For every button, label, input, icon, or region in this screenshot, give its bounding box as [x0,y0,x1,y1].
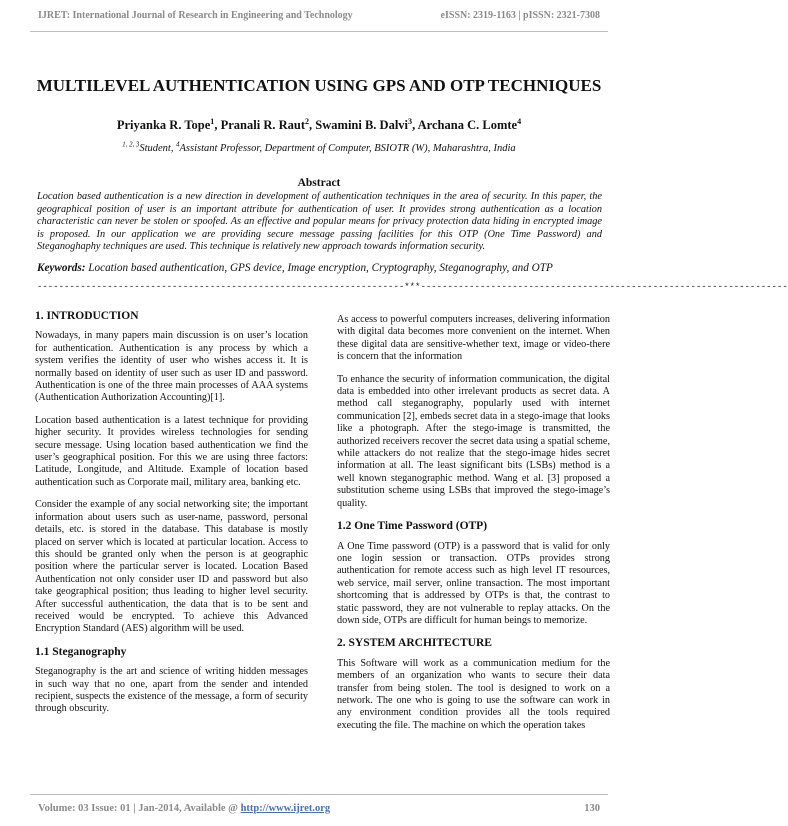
author-list: Priyanka R. Tope$^1$, Pranali R. Raut$^2$, Swamini B. Dalvi$^3$, Archana C. Lomte$^4$ [116,116,522,132]
author-mark: 3 [408,116,413,126]
paragraph: Location based authentication is a latest technique for providing higher security. It provides wireless technologies for sending secure message. Using location based authentication we find the user’s geographical position. For this we are using three factors: Latitude, Longitude, and Altitude. Example of location based authentication such as Corporate mail, military area, banking etc. [35,414,308,488]
author-name: Swamini B. Dalvi [315,118,409,132]
author-mark: 2 [304,116,310,126]
paragraph: To enhance the security of information communication, the digital data is embedded into other irrelevant products as secret data. A method call steganography, popularly used with internet communication [2], embeds secret data in a stego-image that looks like a photograph. After the stego-image is transmitted, the authorized receivers recover the secret data using a spatial scheme, while attackers do not realize that the stego-image hides secret information at all. The least significant bits (LSBs) method is a well known steganographic method. Wang et al. [3] proposed a substitution scheme using LSBs that improved the stego-image’s quality. [337,373,610,509]
keywords [37,262,602,274]
footer-rule [30,794,608,795]
keywords-label: Keywords: [37,262,86,274]
author-mark: 4 [517,116,522,126]
abstract-text: Location based authentication is a new direction in development of authentication techniques in the area of security. In this paper, the geographical position of user is an important attribute for authentication of user. It provides strong authentication as a location characteristic can never be stolen or spoofed. As an effective and popular means for privacy protection data hiding in encrypted image is proposed. In our application we are providing secure message passing facilities for this OTP (One Time Password) and Steganoghaphy techniques are used. This technique is relatively new approach towards information security. [37,191,602,253]
keywords-text: Location based authentication, GPS device, Image encryption, Cryptography, Steganography, and OTP [85,262,553,274]
author-mark: 1 [210,116,215,126]
affiliation-mark: 1, 2, 3 [122,141,140,149]
section-heading-introduction: 1. INTRODUCTION [35,310,139,322]
author-name: Archana C. Lomte [417,118,518,132]
paragraph: Steganography is the art and science of writing hidden messages in such way that no one, apart from the sender and intended recipient, suspects the existence of the message, a form of security through obscurity. [35,666,308,715]
abstract-heading: Abstract [297,177,341,189]
issn: eISSN: 2319-1163 | pISSN: 2321-7308 [440,10,600,21]
paragraph: Nowadays, in many papers main discussion is on user’s location for authentication. Authentication is any process by which a system verifies the identity of user who wishes access it. It is normally based on identity of user such as user ID and password. Authentication is one of the three main processes of AAA systems (Authentication Authorization Accounting)[1]. [35,330,308,404]
volume-info: Volume: 03 Issue: 01 | Jan-2014, Available @ http://www.ijret.org [38,803,331,814]
paragraph: This Software will work as a communication medium for the members of an organization who wants to secure their data transfer from being stolen. The tool is designed to work on a network. The one who is going to use the software can work in any environment condition provides all the tools required executing the file. The machine on which the operation takes [337,657,610,731]
author-name: Priyanka R. Tope [116,118,211,132]
running-footer [38,803,600,814]
journal-name: IJRET: International Journal of Research in Engineering and Technology [38,10,353,21]
author-name: Pranali R. Raut [220,118,305,132]
affiliation-mark: 4 [176,141,180,149]
paragraph: Consider the example of any social networking site; the important information about users such as user-name, password, personal details, etc. is stored in the database. This database is mostly placed on server which is located at particular location. Access to this should be granted only when the person is at geographic position where the particular server is located. Location Based Authentication not only consider user ID and password but also take geographical position; thus leading to higher level security. After successful authentication, the data that is to be sent and received would be encrypted. To achieve this Advanced Encryption Standard (AES) algorithm will be used. [35,499,308,635]
section-heading-steganography: 1.1 Steganography [35,645,127,658]
paragraph: A One Time password (OTP) is a password that is valid for only one login session or transaction. OTPs provides strong authentication for remote access such as high level IT resources, web service, mail server, online transaction. The most important shortcoming that is addressed by OTPs is that, the contrast to static password, they are not vulnerable to replay attacks. On the down side, OTPs are difficult for human beings to memorize. [337,540,610,626]
header-rule [30,31,608,32]
section-heading-otp: 1.2 One Time Password (OTP) [337,520,488,533]
right-column [337,314,610,742]
paper-title: MULTILEVEL AUTHENTICATION USING GPS AND OTP TECHNIQUES [36,76,602,95]
journal-link[interactable]: http://www.ijret.org [240,803,331,814]
left-column [35,310,308,726]
page-number: 130 [584,803,600,814]
paragraph: As access to powerful computers increases, delivering information with digital data becomes more convenient on the internet. When these digital data are sensitive-whether text, image or video-there is concern that the information [337,314,610,363]
affiliation: $^{1, 2, 3}$Student, $^4$Assistant Professor, Department of Computer, BSIOTR (W), Maharashtra, India [122,141,516,154]
running-header [38,10,600,21]
section-separator: --------------------------------------------------------------------***-------------------------------------------------------------------- [37,282,788,292]
section-heading-system-architecture: 2. SYSTEM ARCHITECTURE [337,637,492,650]
